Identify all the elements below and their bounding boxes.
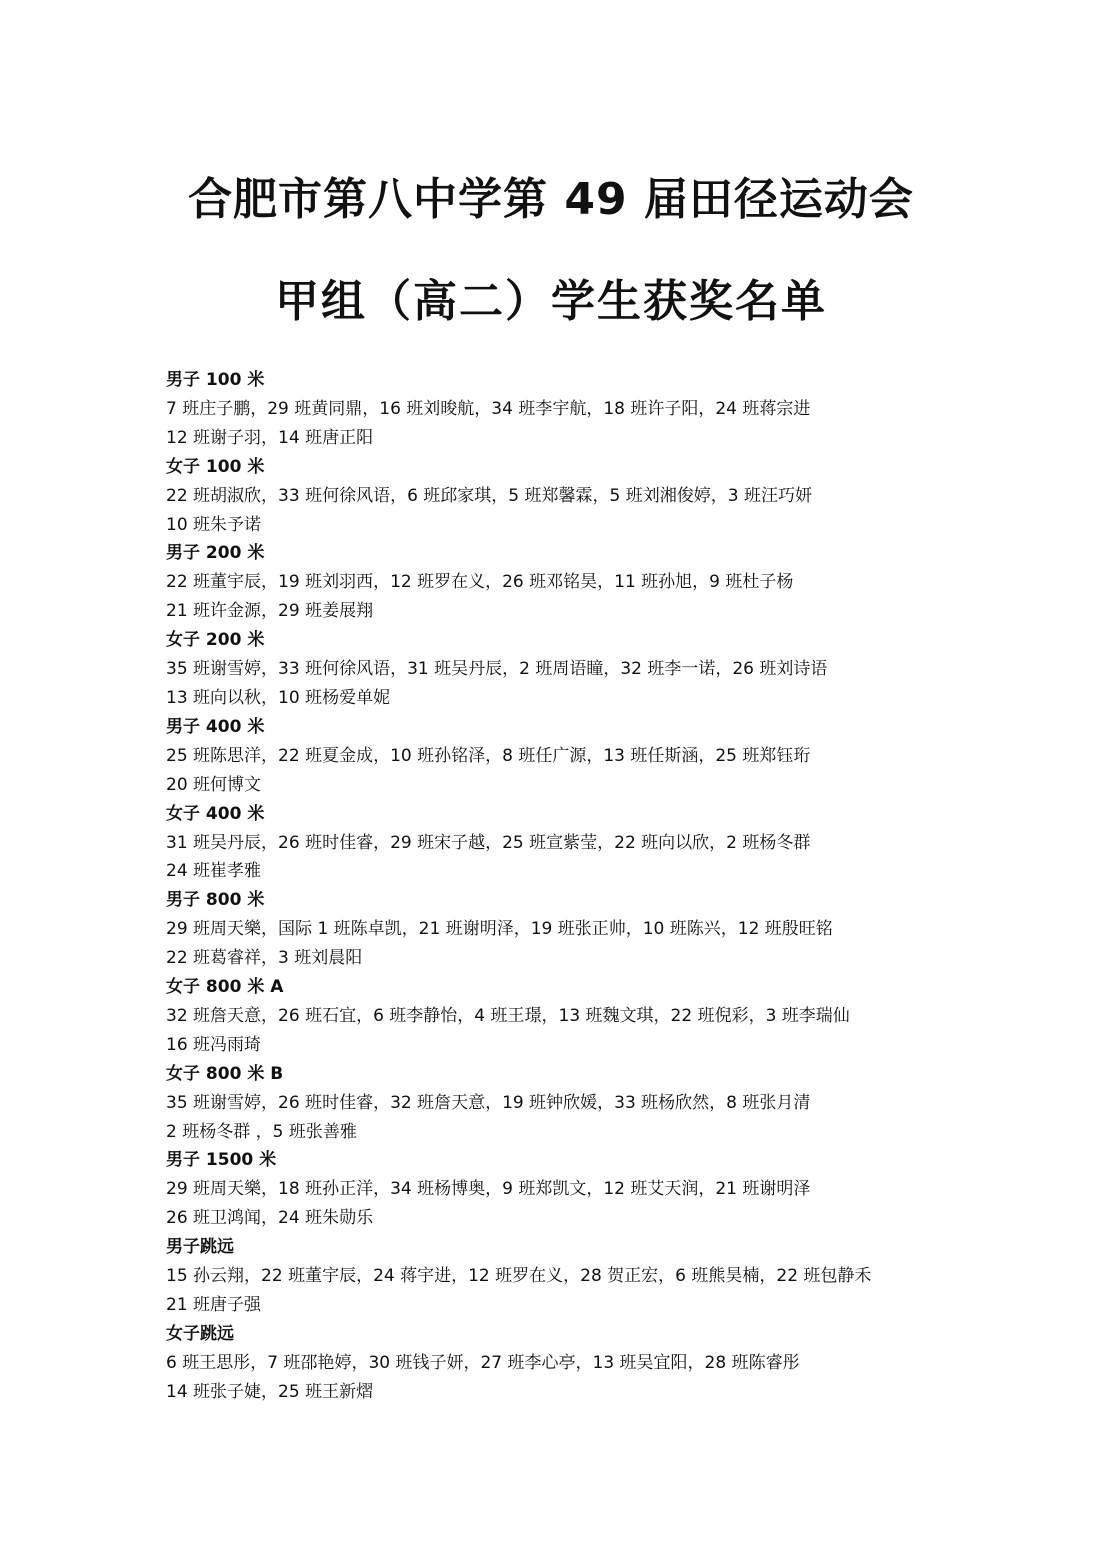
event-section-men-long-jump: [166, 1233, 966, 1320]
award-line: 29 班周天樂，国际 1 班陈卓凯，21 班谢明泽，19 班张正帅，10 班陈兴，12 班殷旺铭: [166, 919, 833, 940]
award-line: 35 班谢雪婷，33 班何徐风语，31 班吴丹辰，2 班周语瞳，32 班李一诺，26 班刘诗语: [166, 659, 828, 680]
award-line: 32 班詹天意，26 班石宜，6 班李静怡，4 班王璟，13 班魏文琪，22 班倪彩，3 班李瑞仙: [166, 1005, 850, 1026]
award-line: 13 班向以秋，10 班杨爱单妮: [166, 687, 391, 708]
award-line: 10 班朱予诺: [166, 514, 262, 535]
event-heading: 女子跳远: [166, 1323, 234, 1344]
event-section-men-400m: [166, 713, 966, 800]
award-line: 6 班王思彤，7 班邵艳婷，30 班钱子妍，27 班李心亭，13 班吴宜阳，28 班陈睿彤: [166, 1352, 800, 1373]
award-line: 25 班陈思洋，22 班夏金成，10 班孙铭泽，8 班任广源，13 班任斯涵，25 班郑钰珩: [166, 745, 811, 766]
event-section-women-200m: [166, 626, 966, 713]
document-title: 合肥市第八中学第 49 届田径运动会: [188, 174, 914, 225]
event-heading: 男子 200 米: [166, 543, 265, 564]
award-line: 20 班何博文: [166, 774, 262, 795]
event-heading: 男子 800 米: [166, 890, 265, 911]
award-line: 2 班杨冬群 ，5 班张善雅: [166, 1121, 357, 1142]
event-heading: 女子 800 米 B: [166, 1063, 284, 1084]
document-subtitle: 甲组（高二）学生获奖名单: [275, 276, 827, 327]
award-line: 21 班许金源，29 班姜展翔: [166, 601, 374, 622]
award-line: 16 班冯雨琦: [166, 1034, 262, 1055]
event-heading: 男子 100 米: [166, 370, 265, 390]
event-section-women-800m-b: [166, 1060, 966, 1147]
award-line: 29 班周天樂，18 班孙正洋，34 班杨博奥，9 班郑凯文，12 班艾天润，21 班谢明泽: [166, 1179, 811, 1200]
award-line: 12 班谢子羽，14 班唐正阳: [166, 427, 374, 448]
award-line: 22 班董宇辰，19 班刘羽西，12 班罗在义，26 班邓铭昊，11 班孙旭，9 班杜子杨: [166, 572, 794, 593]
event-heading: 女子 400 米: [166, 803, 265, 824]
event-section-women-400m: [166, 800, 966, 887]
event-section-men-1500m: [166, 1146, 966, 1233]
event-section-men-100m: [166, 366, 966, 453]
award-line: 14 班张子婕，25 班王新熠: [166, 1381, 374, 1402]
event-heading: 女子 200 米: [166, 630, 265, 651]
award-list: [166, 366, 966, 1407]
award-line: 24 班崔孝雅: [166, 861, 262, 882]
event-heading: 男子 1500 米: [166, 1150, 277, 1171]
award-line: 15 孙云翔，22 班董宇辰，24 蒋宇进，12 班罗在义，28 贺正宏，6 班熊昊楠，22 班包静禾: [166, 1266, 872, 1287]
award-line: 35 班谢雪婷，26 班时佳睿，32 班詹天意，19 班钟欣媛，33 班杨欣然，8 班张月清: [166, 1092, 811, 1113]
event-heading: 男子 400 米: [166, 716, 265, 737]
award-line: 31 班吴丹辰，26 班时佳睿，29 班宋子越，25 班宣紫莹，22 班向以欣，2 班杨冬群: [166, 832, 811, 853]
award-line: 22 班胡淑欣，33 班何徐风语，6 班邱家琪，5 班郑馨霖，5 班刘湘俊婷，3 班汪巧妍: [166, 485, 812, 506]
event-section-women-100m: [166, 453, 966, 540]
event-section-men-800m: [166, 886, 966, 973]
event-section-women-long-jump: [166, 1320, 966, 1407]
award-line: 26 班卫鸿闻，24 班朱勋乐: [166, 1208, 374, 1229]
award-line: 21 班唐子强: [166, 1295, 262, 1315]
award-line: 22 班葛睿祥，3 班刘晨阳: [166, 948, 363, 969]
event-section-men-200m: [166, 539, 966, 626]
event-heading: 女子 800 米 A: [166, 977, 284, 998]
event-heading: 男子跳远: [166, 1237, 234, 1258]
event-heading: 女子 100 米: [166, 456, 265, 477]
award-line: 7 班庄子鹏，29 班黄同鼎，16 班刘晙航，34 班李宇航，18 班许子阳，24 班蒋宗进: [166, 398, 811, 419]
event-section-women-800m-a: [166, 973, 966, 1060]
